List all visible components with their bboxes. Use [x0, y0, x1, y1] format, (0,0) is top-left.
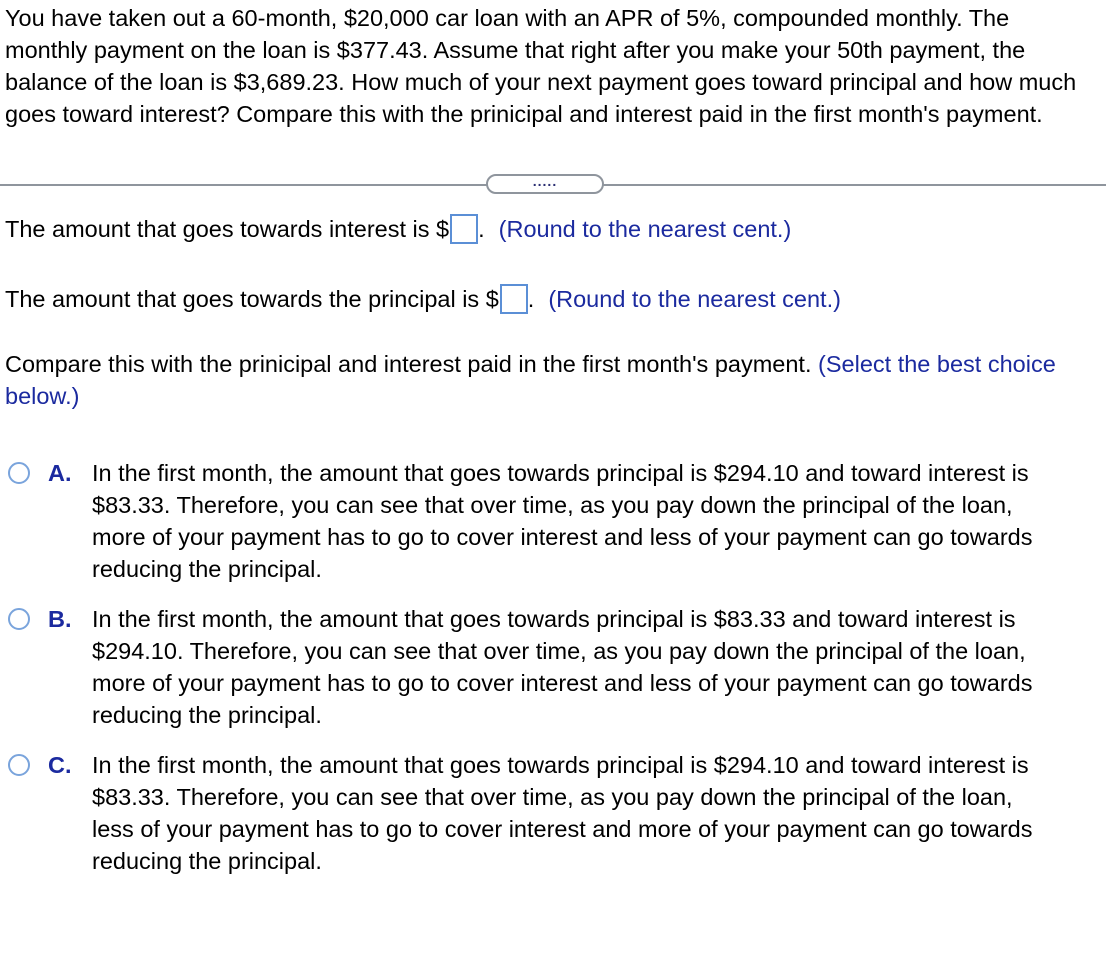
interest-suffix: .: [478, 216, 485, 242]
choice-a-radio[interactable]: [8, 462, 30, 484]
compare-prompt: [5, 348, 1085, 412]
principal-input[interactable]: [500, 284, 528, 314]
principal-round-hint: (Round to the nearest cent.): [548, 286, 841, 312]
compare-text: Compare this with the prinicipal and interest paid in the first month's payment.: [5, 351, 812, 377]
interest-input[interactable]: [450, 214, 478, 244]
question-text: You have taken out a 60-month, $20,000 car loan with an APR of 5%, compounded monthly. The monthly payment on the loan is $377.43. Assume that right after you make your 50th payment, the balance of the loan is $3,689.23. How much of your next payment goes toward principal and how much goes toward interest? Compare this with the prinicipal and interest paid in the first month's payment.: [5, 5, 1077, 127]
choice-c-letter: C.: [48, 752, 72, 778]
principal-prefix: The amount that goes towards the principal is $: [5, 286, 499, 312]
choice-c-text: In the first month, the amount that goes towards principal is $294.10 and toward interest is $83.33. Therefore, you can see that over time, as you pay down the principal of the loan, less of your payment has to go to cover interest and more of your payment can go towards reducing the principal.: [92, 752, 1033, 874]
choice-b-letter: B.: [48, 606, 72, 632]
choice-b-text: In the first month, the amount that goes towards principal is $83.33 and toward interest is $294.10. Therefore, you can see that over time, as you pay down the principal of the loan, more of your payment has to go to cover interest and less of your payment can go towards reducing the principal.: [92, 606, 1033, 728]
principal-suffix: .: [527, 286, 535, 312]
choice-a-letter: A.: [48, 460, 72, 486]
compare-hint: (Select the best choice below.): [5, 351, 1056, 409]
principal-answer-row: [5, 284, 841, 314]
choice-a-text: In the first month, the amount that goes towards principal is $294.10 and toward interest is $83.33. Therefore, you can see that over time, as you pay down the principal of the loan, more of your payment has to go to cover interest and less of your payment can go towards reducing the principal.: [92, 460, 1033, 582]
choice-b-radio[interactable]: [8, 608, 30, 630]
interest-round-hint: (Round to the nearest cent.): [498, 216, 792, 242]
choice-c-radio[interactable]: [8, 754, 30, 776]
interest-prefix: The amount that goes towards interest is $: [5, 216, 450, 242]
interest-answer-row: [5, 214, 791, 244]
expand-more-button[interactable]: .....: [486, 174, 604, 194]
